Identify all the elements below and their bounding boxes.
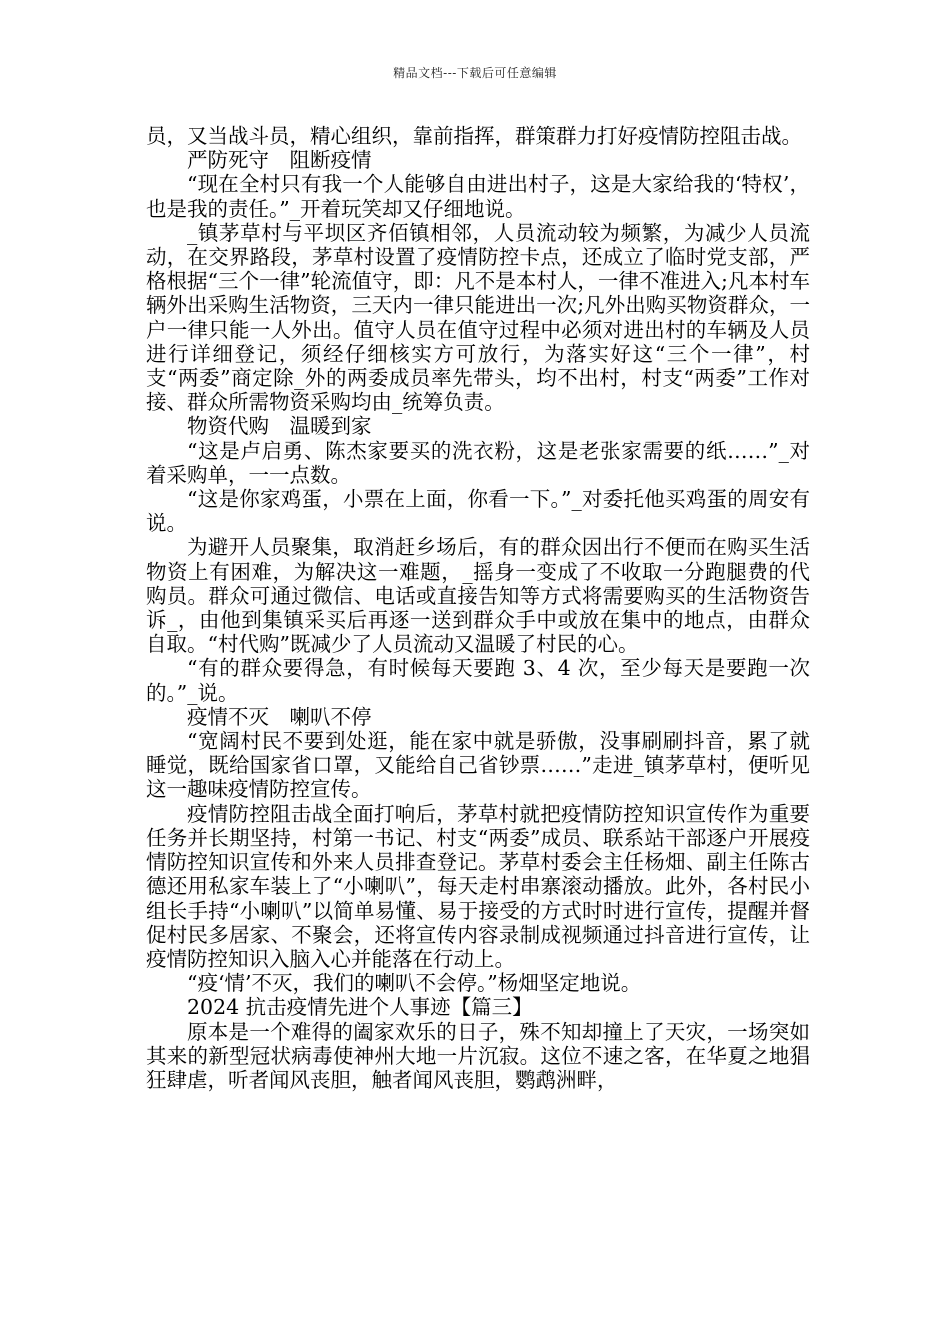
body-paragraph: 为避开人员聚集，取消赶乡场后，有的群众因出行不便而在购买生活物资上有困难，为解决这一难题，_摇身一变成了不收取一分跑腿费的代购员。群众可通过微信、电话或直接告知等方式将需要购买的生活物资告诉_，由他到集镇采买后再逐一送到群众手中或放在集中的地点，由群众自取。“村代购”既减少了人员流动又温暖了村民的心。 [146,535,810,657]
page-header [0,64,950,81]
body-paragraph: “这是卢启勇、陈杰家要买的洗衣粉，这是老张家需要的纸……”_对着采购单，一一点数。 [146,438,810,487]
body-paragraph: “疫‘情’不灭，我们的喇叭不会停。”杨畑坚定地说。 [187,971,642,996]
body-paragraph: 员，又当战斗员，精心组织，靠前指挥，群策群力打好疫情防控阻击战。 [146,124,802,148]
section-heading: 严防死守 阻断疫情 [187,148,372,173]
section-heading: 2024 抗击疫情先进个人事迹【篇三】 [187,995,533,1020]
document-body [146,124,810,1092]
body-paragraph: “现在全村只有我一个人能够自由进出村子，这是大家给我的‘特权’，也是我的责任。”_开着玩笑却又仔细地说。 [146,172,810,221]
section-heading: 疫情不灭 喇叭不停 [187,704,372,729]
body-paragraph: “宽阔村民不要到处逛，能在家中就是骄傲，没事刷刷抖音，累了就睡觉，既给国家省口罩，又能给自己省钞票……”走进_镇茅草村，便听见这一趣味疫情防控宣传。 [146,729,810,802]
body-paragraph: 原本是一个难得的阖家欢乐的日子，殊不知却撞上了天灾，一场突如其来的新型冠状病毒使神州大地一片沉寂。这位不速之客，在华夏之地猖狂肆虐，听者闻风丧胆，触者闻风丧胆，鹦鹉洲畔， [146,1019,810,1092]
header-text: 精品文档---下载后可任意编辑 [393,66,557,80]
body-paragraph: 疫情防控阻击战全面打响后，茅草村就把疫情防控知识宣传作为重要任务并长期坚持，村第一书记、村支“两委”成员、联系站干部逐户开展疫情防控知识宣传和外来人员排查登记。茅草村委会主任杨畑、副主任陈古德还用私家车装上了“小喇叭”，每天走村串寨滚动播放。此外，各村民小组长手持“小喇叭”以简单易懂、易于接受的方式时时进行宣传，提醒并督促村民多居家、不聚会，还将宣传内容录制成视频通过抖音进行宣传，让疫情防控知识入脑入心并能落在行动上。 [146,801,810,971]
body-paragraph: “这是你家鸡蛋，小票在上面，你看一下。”_对委托他买鸡蛋的周安有说。 [146,487,810,536]
body-paragraph: “有的群众要得急，有时候每天要跑 3、4 次，至少每天是要跑一次的。”_说。 [146,656,810,705]
section-heading: 物资代购 温暖到家 [187,414,372,439]
body-paragraph: _镇茅草村与平坝区齐佰镇相邻，人员流动较为频繁，为减少人员流动，在交界路段，茅草村设置了疫情防控卡点，还成立了临时党支部，严格根据“三个一律”轮流值守，即：凡不是本村人，一律不准进入;凡本村车辆外出采购生活物资，三天内一律只能进出一次;凡外出购买物资群众，一户一律只能一人外出。值守人员在值守过程中必须对进出村的车辆及人员进行详细登记，须经仔细核实方可放行，为落实好这“三个一律”，村支“两委”商定除_外的两委成员率先带头，均不出村，村支“两委”工作对接、群众所需物资采购均由_统筹负责。 [146,220,810,415]
